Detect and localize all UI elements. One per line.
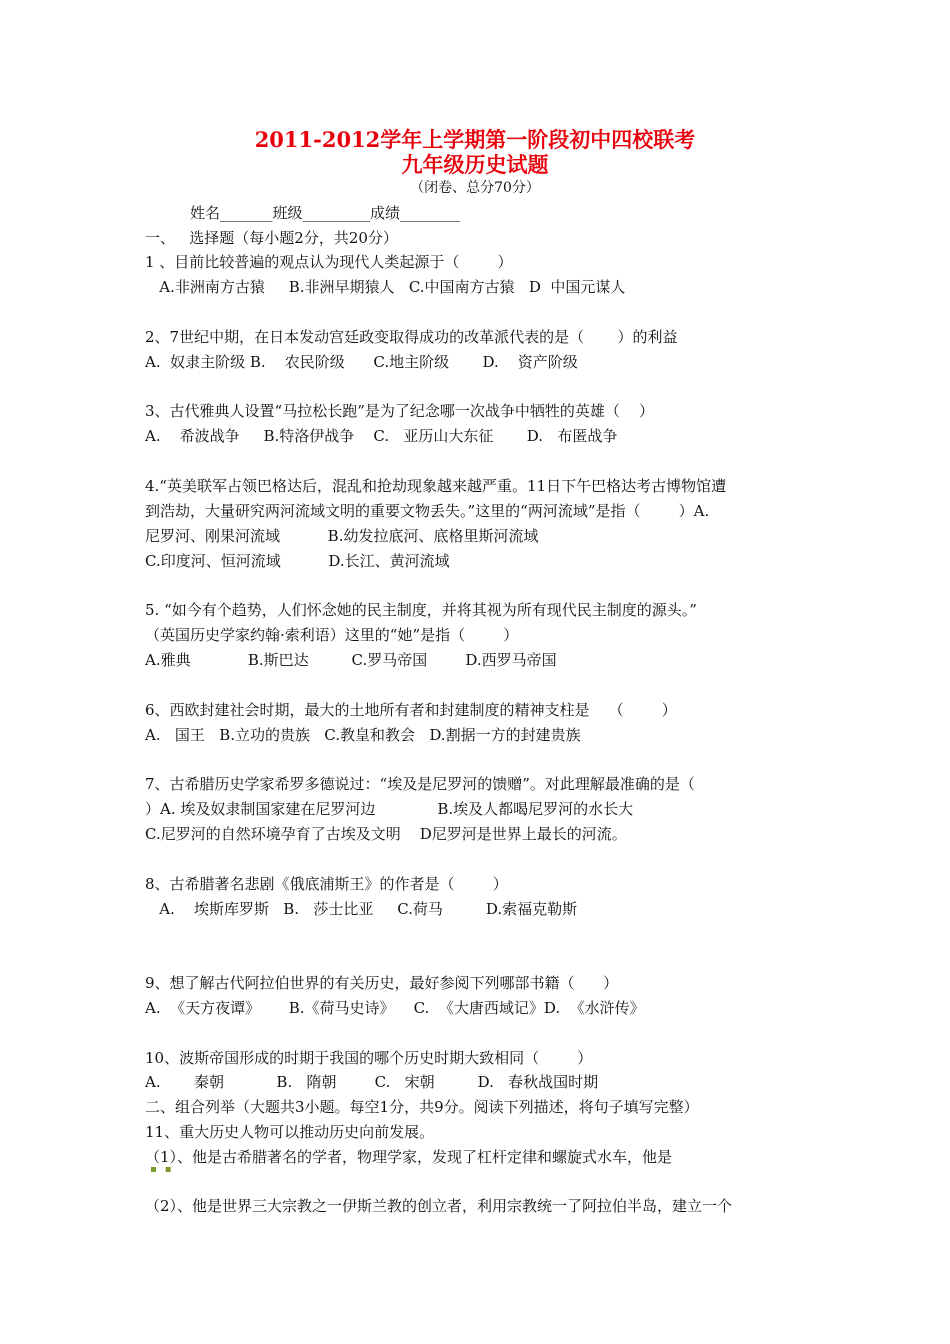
sub-question-text: （2）、他是世界三大宗教之一伊斯兰教的创立者，利用宗教统一了阿拉伯半岛，建立一个	[145, 1197, 733, 1215]
question-text: 10、波斯帝国形成的时期于我国的哪个历史时期大致相同（ ）	[145, 1049, 593, 1067]
question-options: A.雅典 B.斯巴达 C.罗马帝国 D.西罗马帝国	[145, 651, 557, 669]
question-options: A. 希波战争 B.特洛伊战争 C. 亚历山大东征 D. 布匿战争	[145, 427, 618, 445]
exam-title: 2011-2012学年上学期第一阶段初中四校联考	[254, 127, 696, 152]
sub-question-text: （1）、他是古希腊著名的学者，物理学家，发现了杠杆定律和螺旋式水车，他是	[145, 1148, 673, 1166]
question-text: 11、重大历史人物可以推动历史向前发展。	[145, 1123, 435, 1141]
question-options: A. 奴隶主阶级 B. 农民阶级 C.地主阶级 D. 资产阶级	[145, 353, 578, 371]
question-options: A. 秦朝 B. 隋朝 C. 宋朝 D. 春秋战国时期	[145, 1073, 599, 1091]
question-text: （英国历史学家约翰·索利语）这里的“她”是指（ ）	[145, 626, 519, 644]
question-options: C.尼罗河的自然环境孕育了古埃及文明 D尼罗河是世界上最长的河流。	[145, 825, 627, 843]
question-text: 9、想了解古代阿拉伯世界的有关历史，最好参阅下列哪部书籍（ ）	[145, 974, 619, 992]
decorative-dots: ▪▪	[150, 1164, 180, 1175]
exam-subject-title: 九年级历史试题	[401, 152, 549, 177]
question-text: 3、古代雅典人设置“马拉松长跑”是为了纪念哪一次战争中牺牲的英雄（ ）	[145, 402, 654, 420]
question-text: 4.“英美联军占领巴格达后，混乱和抢劫现象越来越严重。11日下午巴格达考古博物馆遭	[145, 477, 727, 495]
question-options: A.非洲南方古猿 B.非洲早期猿人 C.中国南方古猿 D 中国元谋人	[145, 278, 626, 296]
question-text: 6、西欧封建社会时期，最大的土地所有者和封建制度的精神支柱是 （ ）	[145, 701, 677, 719]
section-heading: 二、组合列举（大题共3小题。每空1分，共9分。阅读下列描述，将句子填写完整）	[145, 1098, 699, 1116]
question-text: 2、7世纪中期，在日本发动宫廷政变取得成功的改革派代表的是（ ）的利益	[145, 328, 678, 346]
question-text: 8、古希腊著名悲剧《俄底浦斯王》的作者是（ ）	[145, 875, 508, 893]
question-options: 尼罗河、刚果河流域 B.幼发拉底河、底格里斯河流域	[145, 527, 539, 545]
section-heading: 一、 选择题（每小题2分，共20分）	[145, 229, 398, 247]
exam-subtitle: （闭卷、总分70分）	[410, 180, 540, 196]
student-info: 姓名_______班级_________成绩________	[190, 204, 461, 222]
question-options: A. 《天方夜谭》 B.《荷马史诗》 C. 《大唐西域记》D. 《水浒传》	[145, 999, 645, 1017]
question-options: C.印度河、恒河流域 D.长江、黄河流域	[145, 552, 450, 570]
question-text: 到浩劫，大量研究两河流域文明的重要文物丢失。”这里的“两河流域”是指（ ）A.	[145, 502, 710, 520]
question-text: 7、古希腊历史学家希罗多德说过：“埃及是尼罗河的馈赠”。对此理解最准确的是（	[145, 775, 695, 793]
question-options: A. 国王 B.立功的贵族 C.教皇和教会 D.割据一方的封建贵族	[145, 726, 581, 744]
question-text: 5. “如今有个趋势，人们怀念她的民主制度，并将其视为所有现代民主制度的源头。”	[145, 601, 697, 619]
question-options: ）A. 埃及奴隶制国家建在尼罗河边 B.埃及人都喝尼罗河的水长大	[145, 800, 634, 818]
question-text: 1 、目前比较普遍的观点认为现代人类起源于（ ）	[145, 253, 513, 271]
question-options: A. 埃斯库罗斯 B. 莎士比亚 C.荷马 D.索福克勒斯	[145, 900, 578, 918]
